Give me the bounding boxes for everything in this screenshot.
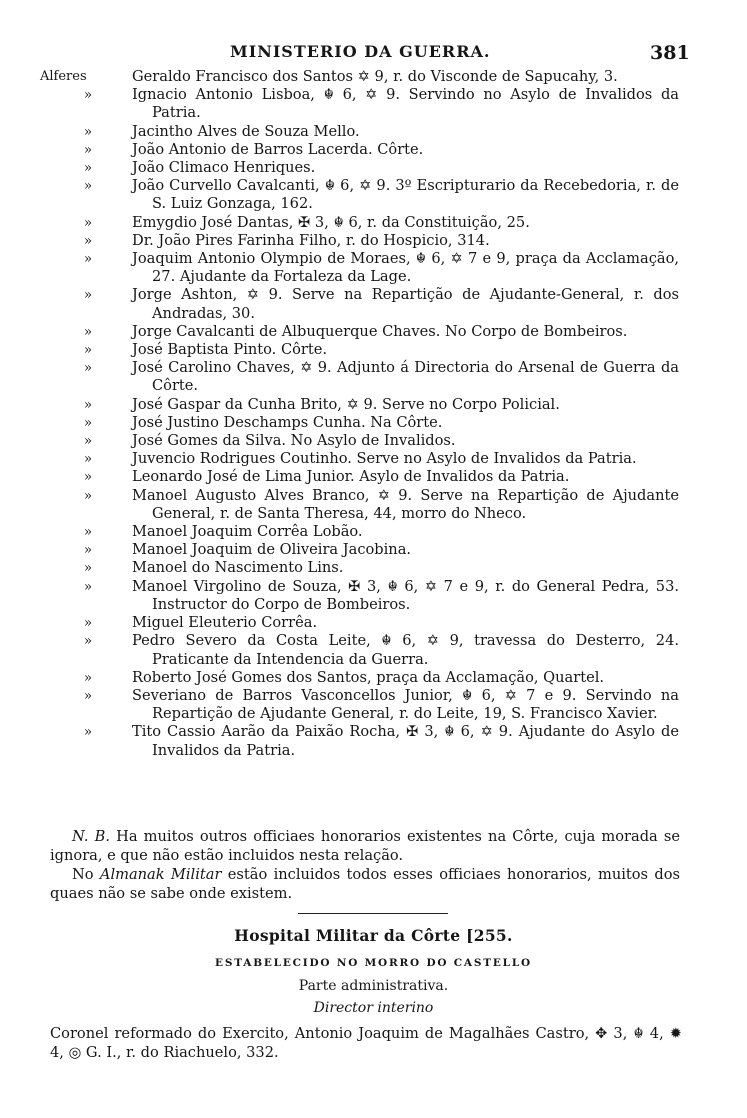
officer-entry bbox=[0, 578, 747, 614]
ditto-mark: » bbox=[83, 123, 93, 140]
ditto-mark: » bbox=[83, 615, 93, 632]
officer-entry bbox=[0, 687, 747, 723]
officer-entry bbox=[0, 723, 747, 759]
officer-entry bbox=[0, 669, 747, 687]
ditto-mark: » bbox=[83, 578, 93, 595]
section-divider bbox=[298, 913, 448, 914]
officer-entry-text: Emygdio José Dantas, ✠ 3, ☬ 6, r. da Constituição, 25. bbox=[132, 213, 530, 231]
ditto-mark: » bbox=[83, 232, 93, 249]
officer-entry-text: João Curvello Cavalcanti, ☬ 6, ✡ 9. 3º Escripturario da Recebedoria, r. de S. Luiz Gonzaga, 162. bbox=[132, 177, 679, 213]
ditto-mark: » bbox=[83, 487, 93, 504]
ditto-mark: » bbox=[83, 469, 93, 486]
officer-entry-text: Severiano de Barros Vasconcellos Junior, ☬ 6, ✡ 7 e 9. Servindo na Repartição de Ajudante General, r. do Leite, 19, S. Francisco Xavier. bbox=[132, 686, 679, 723]
officer-entry bbox=[0, 232, 747, 250]
note-nb-text: Ha muitos outros officiaes honorarios existentes na Côrte, cuja morada se ignora, e que não estão incluidos nesta relação. bbox=[50, 828, 681, 864]
ditto-mark: » bbox=[83, 542, 93, 559]
officer-entry-text: Pedro Severo da Costa Leite, ☬ 6, ✡ 9, travessa do Desterro, 24. Praticante da Intendencia da Guerra. bbox=[132, 632, 679, 668]
section-part-heading: Parte administrativa. bbox=[298, 978, 449, 994]
ditto-mark: » bbox=[83, 87, 93, 104]
ditto-mark: » bbox=[83, 396, 93, 413]
officer-entry bbox=[0, 414, 747, 432]
note-almanak-label: Almanak Militar bbox=[99, 866, 222, 883]
officer-entry bbox=[0, 632, 747, 668]
officer-entry bbox=[0, 359, 747, 395]
officer-entry-text: Jorge Ashton, ✡ 9. Serve na Repartição de Ajudante-General, r. dos Andradas, 30. bbox=[132, 286, 679, 322]
ditto-mark: » bbox=[83, 560, 93, 577]
ditto-mark: » bbox=[83, 669, 93, 686]
officer-entry-text: Leonardo José de Lima Junior. Asylo de Invalidos da Patria. bbox=[132, 468, 570, 486]
running-title: MINISTERIO DA GUERRA. bbox=[230, 42, 491, 61]
note-nb-label: N. B. bbox=[72, 828, 110, 845]
officer-entry-text: Miguel Eleuterio Corrêa. bbox=[132, 614, 318, 632]
director-heading: Director interino bbox=[313, 1000, 434, 1016]
director-entry: Coronel reformado do Exercito, Antonio Joaquim de Magalhães Castro, ✥ 3, ☬ 4, ✹ 4, ◎ G. I., r. do Riachuelo, 332. bbox=[50, 1025, 682, 1061]
ditto-mark: » bbox=[83, 451, 93, 468]
rank-label: Alferes bbox=[40, 69, 87, 84]
officer-entry-text: José Justino Deschamps Cunha. Na Côrte. bbox=[132, 413, 443, 431]
officer-entry bbox=[0, 214, 747, 232]
officer-entry-text: Jacintho Alves de Souza Mello. bbox=[132, 122, 360, 140]
officer-entry-text: Manoel do Nascimento Lins. bbox=[132, 559, 344, 577]
officer-entry-text: José Gomes da Silva. No Asylo de Invalidos. bbox=[132, 432, 456, 450]
officer-entry bbox=[0, 614, 747, 632]
officer-entry bbox=[0, 250, 747, 286]
note-almanak bbox=[50, 866, 680, 903]
officer-entry bbox=[0, 286, 747, 322]
officer-entry bbox=[0, 432, 747, 450]
officer-entry bbox=[0, 450, 747, 468]
note-almanak-pre: No bbox=[72, 866, 94, 883]
officer-entry bbox=[0, 141, 747, 159]
officer-entry-text: Jorge Cavalcanti de Albuquerque Chaves. No Corpo de Bombeiros. bbox=[132, 322, 628, 340]
ditto-mark: » bbox=[83, 141, 93, 158]
note-nb bbox=[50, 828, 680, 865]
ditto-mark: » bbox=[83, 687, 93, 704]
section-subtitle: ESTABELECIDO NO MORRO DO CASTELLO bbox=[215, 957, 532, 969]
officer-entry-text: Tito Cassio Aarão da Paixão Rocha, ✠ 3, ☬ 6, ✡ 9. Ajudante do Asylo de Invalidos da Patria. bbox=[132, 723, 679, 759]
officer-entry-text: Manoel Virgolino de Souza, ✠ 3, ☬ 6, ✡ 7 e 9, r. do General Pedra, 53. Instructor do Corpo de Bombeiros. bbox=[132, 577, 679, 613]
officer-entry bbox=[0, 341, 747, 359]
ditto-mark: » bbox=[83, 342, 93, 359]
officer-entry-text: João Antonio de Barros Lacerda. Côrte. bbox=[132, 140, 424, 158]
officer-entry-text: José Gaspar da Cunha Brito, ✡ 9. Serve no Corpo Policial. bbox=[132, 395, 560, 413]
ditto-mark: » bbox=[83, 724, 93, 741]
ditto-mark: » bbox=[83, 251, 93, 268]
ditto-mark: » bbox=[83, 633, 93, 650]
officer-entry bbox=[0, 487, 747, 523]
ditto-mark: » bbox=[83, 433, 93, 450]
officer-entry bbox=[0, 396, 747, 414]
officer-entry bbox=[0, 123, 747, 141]
officer-entry-text: Manoel Augusto Alves Branco, ✡ 9. Serve na Repartição de Ajudante General, r. de Santa Theresa, 44, morro do Nheco. bbox=[132, 486, 679, 522]
officer-list bbox=[0, 68, 747, 760]
officer-entry bbox=[0, 323, 747, 341]
ditto-mark: » bbox=[83, 323, 93, 340]
officer-entry bbox=[0, 177, 747, 213]
officer-entry bbox=[0, 159, 747, 177]
officer-entry bbox=[0, 68, 747, 86]
section-title: Hospital Militar da Côrte [255. bbox=[234, 926, 513, 945]
officer-entry-text: Manoel Joaquim de Oliveira Jacobina. bbox=[132, 541, 412, 559]
officer-entry-text: José Baptista Pinto. Côrte. bbox=[132, 341, 328, 359]
officer-entry-text: Roberto José Gomes dos Santos, praça da Acclamação, Quartel. bbox=[132, 668, 605, 686]
officer-entry-text: Manoel Joaquim Corrêa Lobão. bbox=[132, 523, 363, 541]
officer-entry-text: Joaquim Antonio Olympio de Moraes, ☬ 6, ✡ 7 e 9, praça da Acclamação, 27. Ajudante da Fortaleza da Lage. bbox=[132, 250, 679, 286]
page-number: 381 bbox=[650, 42, 690, 64]
officer-entry-text: João Climaco Henriques. bbox=[132, 159, 316, 177]
officer-entry-text: Geraldo Francisco dos Santos ✡ 9, r. do Visconde de Sapucahy, 3. bbox=[132, 68, 618, 85]
officer-entry-text: José Carolino Chaves, ✡ 9. Adjunto á Directoria do Arsenal de Guerra da Côrte. bbox=[132, 359, 679, 395]
officer-entry-text: Juvencio Rodrigues Coutinho. Serve no Asylo de Invalidos da Patria. bbox=[132, 450, 637, 468]
ditto-mark: » bbox=[83, 414, 93, 431]
page-header bbox=[0, 40, 747, 66]
officer-entry-text: Ignacio Antonio Lisboa, ☬ 6, ✡ 9. Servindo no Asylo de Invalidos da Patria. bbox=[132, 86, 679, 122]
ditto-mark: » bbox=[83, 214, 93, 231]
officer-entry bbox=[0, 523, 747, 541]
officer-entry bbox=[0, 468, 747, 486]
ditto-mark: » bbox=[83, 524, 93, 541]
ditto-mark: » bbox=[83, 160, 93, 177]
officer-entry bbox=[0, 559, 747, 577]
officer-entry bbox=[0, 86, 747, 122]
note-almanak-text: estão incluidos todos esses officiaes honorarios, muitos dos quaes não se sabe onde existem. bbox=[50, 866, 680, 902]
ditto-mark: » bbox=[83, 287, 93, 304]
officer-entry bbox=[0, 541, 747, 559]
ditto-mark: » bbox=[83, 360, 93, 377]
ditto-mark: » bbox=[83, 178, 93, 195]
officer-entry-text: Dr. João Pires Farinha Filho, r. do Hospicio, 314. bbox=[132, 231, 490, 249]
